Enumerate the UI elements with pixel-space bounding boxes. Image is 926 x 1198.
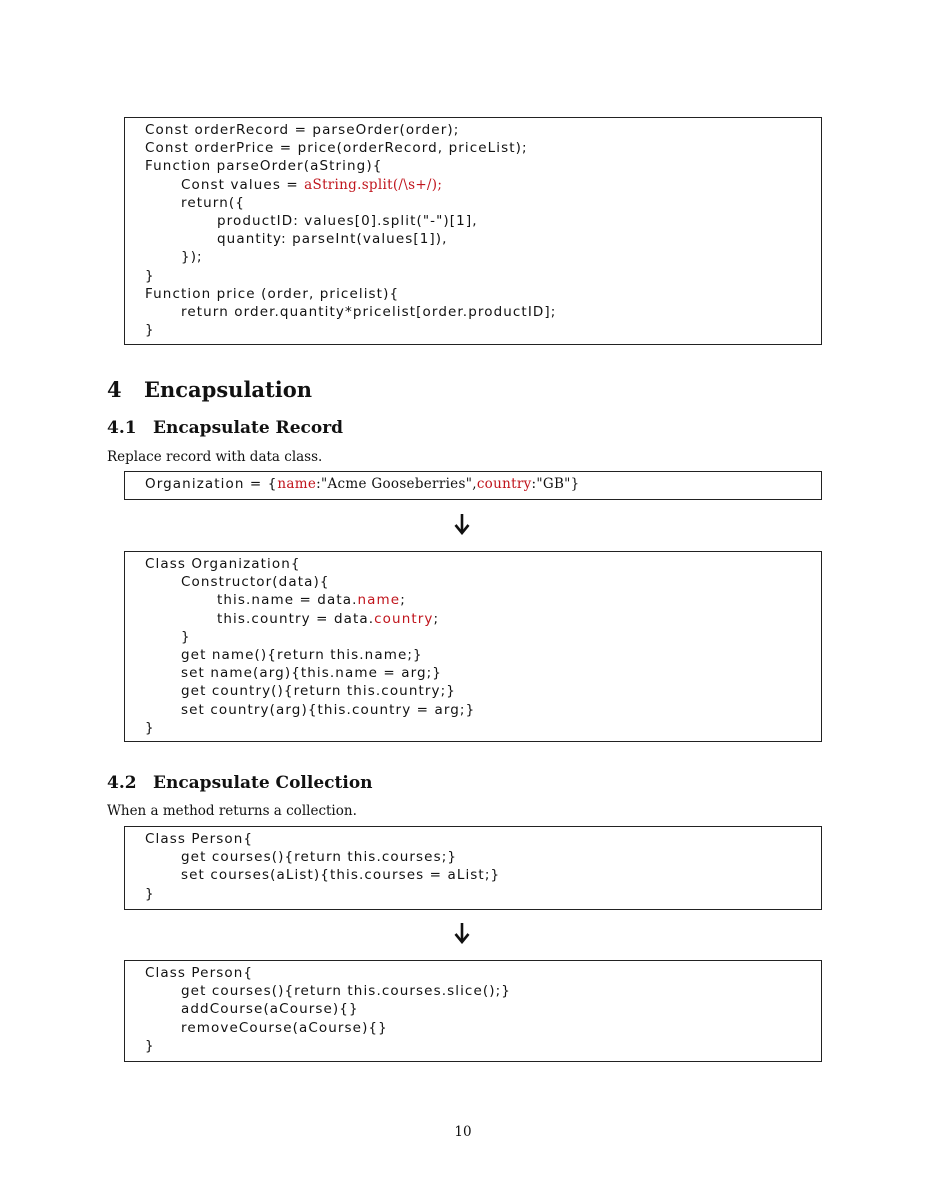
code-line: Class Organization{ — [145, 556, 301, 572]
subsection-number: 4.2 — [107, 773, 137, 793]
section-number: 4 — [107, 377, 122, 402]
code-line: get name(){return this.name;} — [181, 646, 423, 663]
code-line: Class Person{ — [145, 831, 254, 847]
code-line: Constructor(data){ — [181, 574, 330, 591]
code-text: ; — [400, 592, 406, 609]
code-text: ; — [433, 610, 440, 627]
code-line: set courses(aList){this.courses = aList;} — [181, 867, 501, 884]
page-number: 10 — [454, 1124, 472, 1140]
code-text: Organization = { — [145, 476, 278, 492]
highlighted-code: country — [476, 476, 532, 492]
code-line: } — [145, 267, 155, 284]
code-text: :"Acme Gooseberries", — [316, 476, 477, 492]
code-line: return({ — [181, 194, 245, 211]
subsection-heading-encapsulate-record — [107, 418, 343, 438]
code-line — [145, 610, 821, 628]
code-text: :"GB"} — [531, 476, 580, 492]
code-line: } — [145, 1037, 155, 1054]
code-line — [145, 475, 821, 493]
subsection-description: When a method returns a collection. — [107, 803, 357, 819]
code-text: this.name = data. — [217, 592, 358, 609]
code-line: Const orderPrice = price(orderRecord, priceList); — [145, 140, 528, 157]
code-line: Const orderRecord = parseOrder(order); — [145, 122, 460, 138]
code-line: Function price (order, pricelist){ — [145, 285, 400, 302]
subsection-description: Replace record with data class. — [107, 449, 323, 465]
code-line — [145, 591, 821, 609]
code-line: quantity: parseInt(values[1]), — [217, 231, 448, 248]
code-line: productID: values[0].split("-")[1], — [217, 212, 478, 229]
code-line: get courses(){return this.courses.slice();} — [181, 983, 511, 1000]
code-block-person-before — [124, 826, 822, 910]
highlighted-code: country — [374, 610, 434, 627]
code-line: } — [145, 322, 155, 339]
down-arrow-icon — [450, 921, 474, 945]
code-line: removeCourse(aCourse){} — [181, 1019, 388, 1036]
code-block-organization-class — [124, 551, 822, 742]
highlighted-code: name — [357, 592, 401, 609]
code-text: this.country = data. — [217, 610, 375, 627]
section-heading-encapsulation — [107, 377, 312, 402]
down-arrow-icon — [450, 512, 474, 536]
code-line: get courses(){return this.courses;} — [181, 849, 458, 866]
code-line — [145, 176, 821, 194]
code-line: set name(arg){this.name = arg;} — [181, 665, 442, 682]
code-line: } — [181, 628, 191, 645]
subsection-heading-encapsulate-collection — [107, 773, 373, 793]
code-line: } — [145, 719, 155, 736]
code-line: set country(arg){this.country = arg;} — [181, 701, 476, 718]
highlighted-code: aString.split(/\s+/); — [304, 176, 443, 193]
code-block-person-after — [124, 960, 822, 1062]
subsection-title: Encapsulate Record — [153, 418, 344, 438]
code-line: addCourse(aCourse){} — [181, 1001, 359, 1018]
code-line: get country(){return this.country;} — [181, 683, 456, 700]
code-block-parse-order — [124, 117, 822, 345]
section-title: Encapsulation — [144, 377, 312, 402]
code-line: }); — [181, 249, 203, 266]
code-line: return order.quantity*pricelist[order.productID]; — [181, 303, 557, 320]
code-text: Const values = — [181, 176, 305, 193]
subsection-title: Encapsulate Collection — [153, 773, 373, 793]
code-line: Function parseOrder(aString){ — [145, 158, 383, 175]
highlighted-code: name — [277, 476, 317, 492]
subsection-number: 4.1 — [107, 418, 137, 438]
code-line: Class Person{ — [145, 965, 254, 981]
code-block-organization-record — [124, 471, 822, 500]
code-line: } — [145, 885, 155, 902]
